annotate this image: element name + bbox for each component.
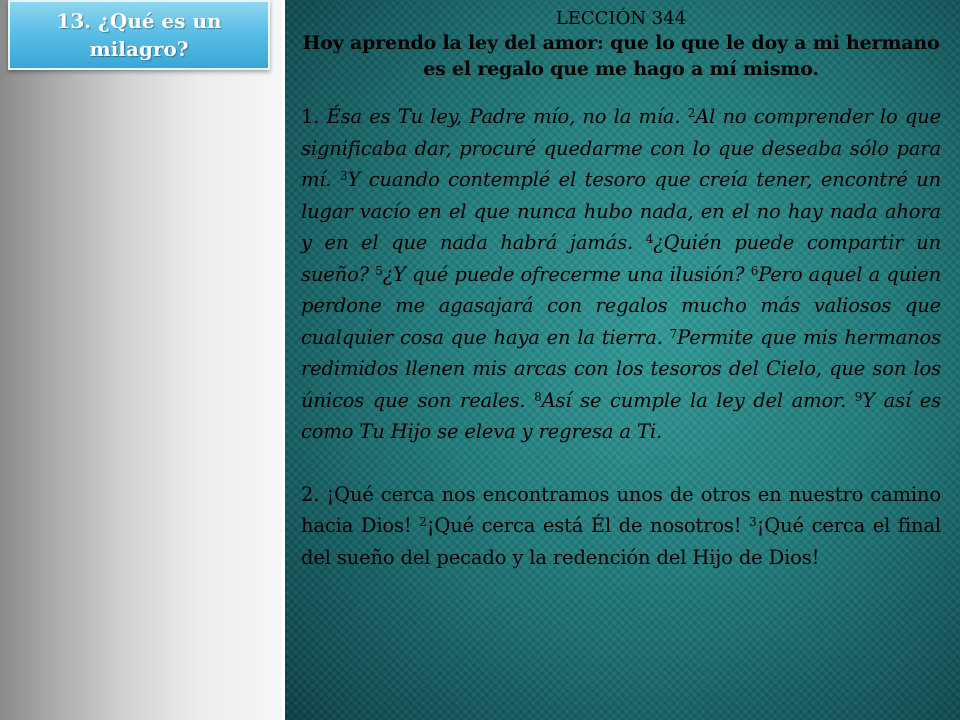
sentence-7: Permite que mis hermanos redimidos llenen mis arcas con los tesoros del Cielo, que son los únicos que son reales. [301, 325, 941, 412]
slide-title: 13. ¿Qué es un milagro? [56, 9, 222, 61]
sentence-marker: 5 [375, 263, 383, 278]
sentence-marker: 2 [419, 515, 427, 529]
lesson-content [301, 8, 941, 573]
lesson-number: LECCIÓN 344 [555, 8, 687, 29]
sentence-marker: 3 [749, 515, 757, 529]
sentence-9: Y así es como Tu Hijo se eleva y regresa a Ti. [301, 388, 941, 443]
sentence-1: Ésa es Tu ley, Padre mío, no la mía. [326, 105, 681, 128]
sentence-5: ¿Y qué puede ofrecerme una ilusión? [382, 262, 745, 286]
sentence-2: Al no comprender lo que significaba dar, procuré quedarme con lo que deseaba sólo para mí. [301, 105, 941, 191]
lesson-title: Hoy aprendo la ley del amor: que lo que le doy a mi hermano es el regalo que me hago a mí mismo. [302, 32, 940, 80]
left-panel [0, 0, 285, 720]
paragraph-number: 1. [301, 105, 320, 128]
slide-title-box [8, 0, 270, 70]
sentence-marker: 4 [645, 232, 654, 246]
sentence-8: Así se cumple la ley del amor. [541, 388, 847, 412]
sentence-1: ¡Qué cerca nos encontramos unos de otros en nuestro camino hacia Dios! [301, 482, 941, 537]
sentence-marker: 8 [534, 389, 542, 404]
sentence-6: Pero aquel a quien perdone me agasajará con regalos mucho más valiosos que cualquier cosa que haya en la tierra. [301, 262, 941, 349]
paragraph-1 [301, 101, 941, 448]
sentence-3: Y cuando contemplé el tesoro que creía tener, encontré un lugar vacío en el que nunca hubo nada, en el no hay nada ahora y en el que nada habrá jamás. [301, 168, 941, 254]
sentence-marker: 3 [339, 169, 348, 183]
sentence-2: ¡Qué cerca está Él de nosotros! [426, 514, 742, 537]
paragraph-2 [301, 479, 941, 574]
sentence-marker: 2 [687, 106, 696, 120]
paragraph-number: 2. [301, 482, 320, 506]
content-panel [285, 0, 960, 720]
sentence-4: ¿Quién puede compartir un sueño? [301, 231, 941, 286]
sentence-marker: 7 [669, 326, 678, 341]
sentence-marker: 9 [854, 389, 863, 404]
sentence-marker: 6 [750, 263, 759, 278]
sentence-3: ¡Qué cerca el final del sueño del pecado y la redención del Hijo de Dios! [301, 514, 942, 569]
